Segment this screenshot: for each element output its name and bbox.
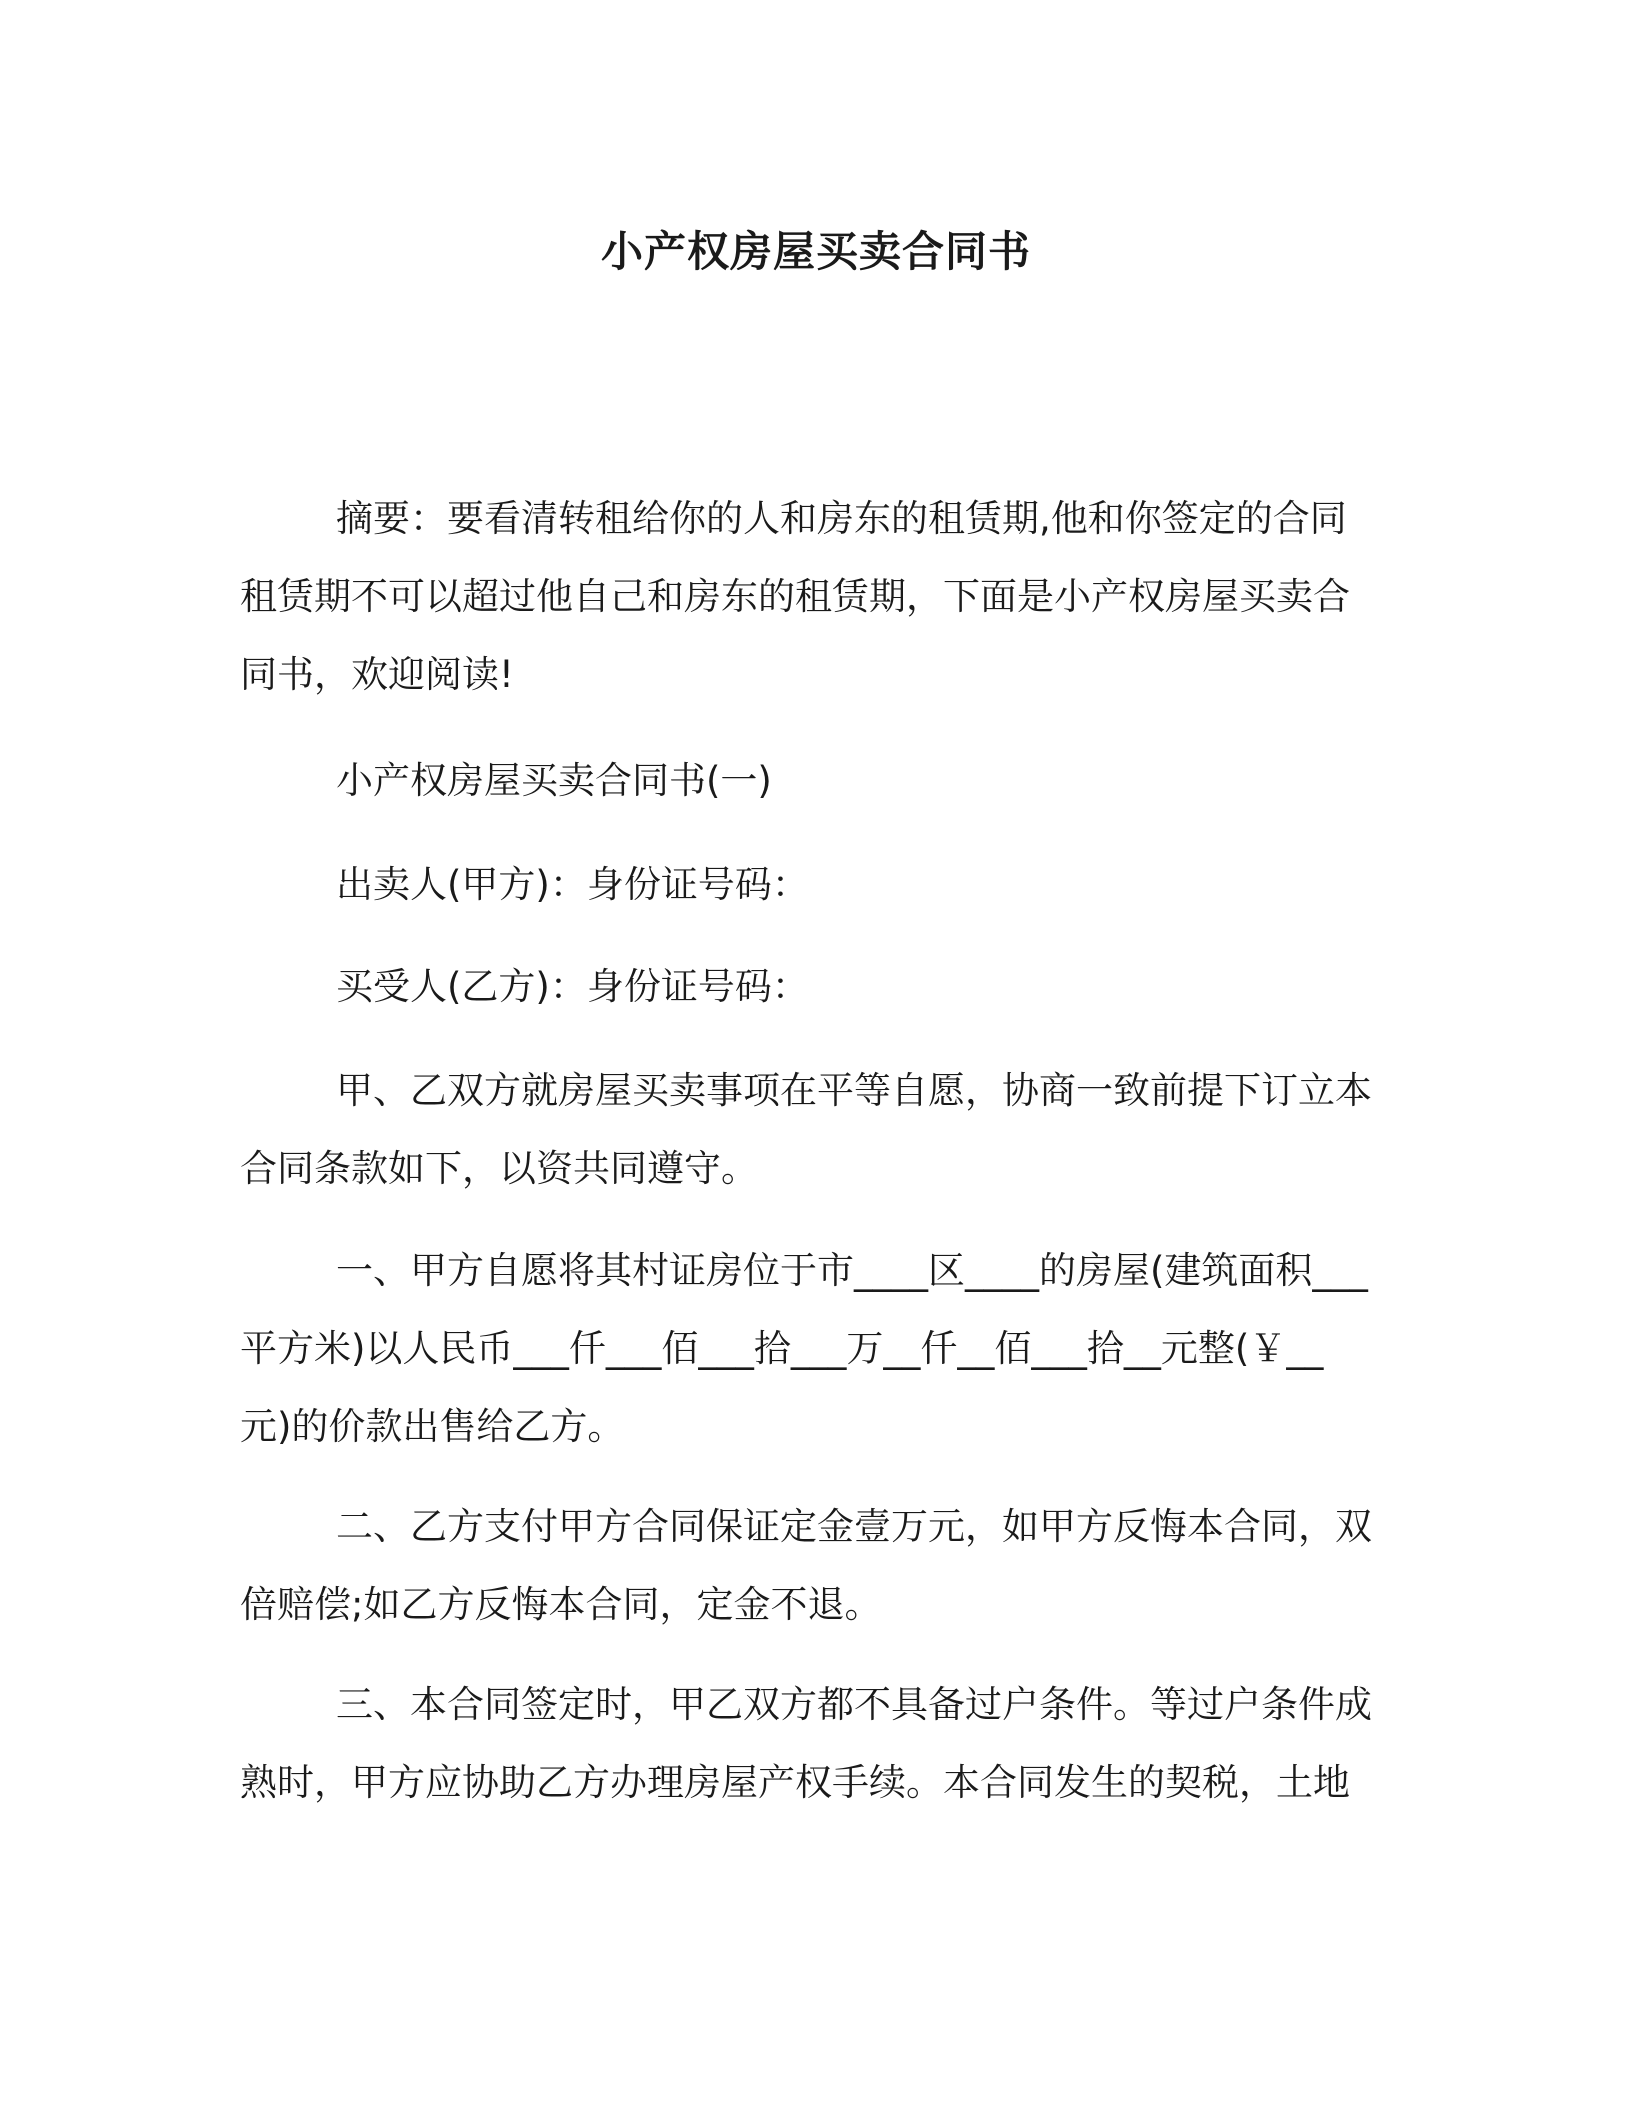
contract-subtitle: 小产权房屋买卖合同书(一) — [336, 759, 772, 802]
seller-line: 出卖人(甲方)：身份证号码： — [336, 863, 809, 906]
clause-1-paragraph: 一、甲方自愿将其村证房位于市____区____的房屋(建筑面积___平方米)以人民币___仟___佰___拾___万__仟__佰___拾__元整(￥__ 元)的价款出售给乙方。 — [240, 1249, 1368, 1448]
clause-3-paragraph: 三、本合同签定时，甲乙双方都不具备过户条件。等过户条件成熟时，甲方应协助乙方办理房屋产权手续。本合同发生的契税，土地 — [240, 1683, 1372, 1804]
document-title: 小产权房屋买卖合同书 — [600, 227, 1031, 276]
clause-2-paragraph: 二、乙方支付甲方合同保证定金壹万元，如甲方反悔本合同，双倍赔偿;如乙方反悔本合同，定金不退。 — [240, 1505, 1372, 1626]
buyer-line: 买受人(乙方)：身份证号码： — [336, 965, 809, 1008]
preamble-paragraph: 甲、乙双方就房屋买卖事项在平等自愿，协商一致前提下订立本合同条款如下，以资共同遵守。 — [240, 1069, 1372, 1190]
abstract-paragraph: 摘要：要看清转租给你的人和房东的租赁期,他和你签定的合同租赁期不可以超过他自己和房东的租赁期，下面是小产权房屋买卖合同书，欢迎阅读! — [240, 497, 1350, 696]
